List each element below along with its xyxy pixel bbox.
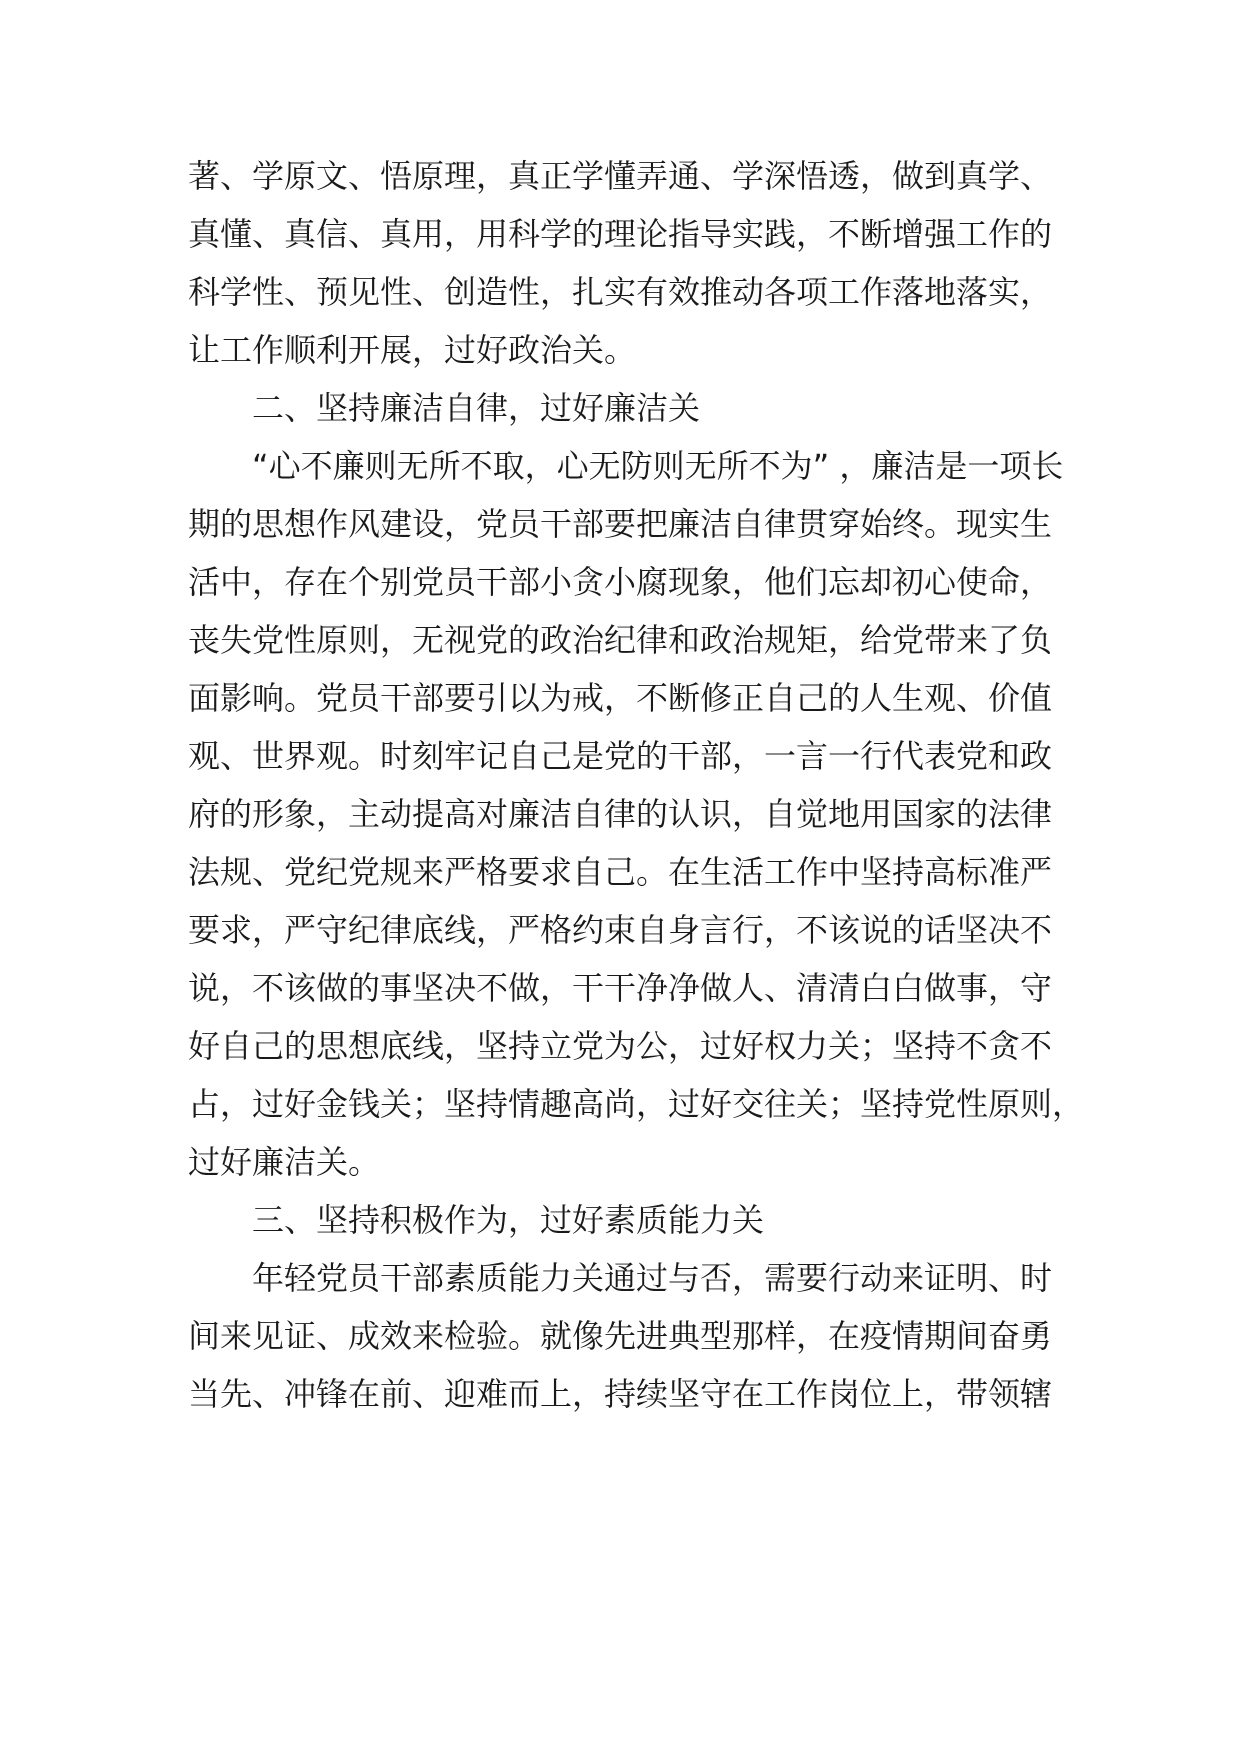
text-line: 府的形象，主动提高对廉洁自律的认识，自觉地用国家的法律 bbox=[188, 795, 1053, 833]
paragraph-first-line: “心不廉则无所不取，心无防则无所不为” ，廉洁是一项长 bbox=[252, 447, 1064, 485]
section-heading-3: 三、坚持积极作为，过好素质能力关 bbox=[252, 1201, 765, 1239]
section-heading-2: 二、坚持廉洁自律，过好廉洁关 bbox=[252, 389, 701, 427]
text-line: 过好廉洁关。 bbox=[188, 1143, 381, 1181]
text-line: 观、世界观。时刻牢记自己是党的干部，一言一行代表党和政 bbox=[188, 737, 1053, 775]
paragraph-first-line: 年轻党员干部素质能力关通过与否，需要行动来证明、时 bbox=[252, 1259, 1053, 1297]
text-line: 法规、党纪党规来严格要求自己。在生活工作中坚持高标准严 bbox=[188, 853, 1053, 891]
text-line: 要求，严守纪律底线，严格约束自身言行，不该说的话坚决不 bbox=[188, 911, 1053, 949]
text-line: 科学性、预见性、创造性，扎实有效推动各项工作落地落实， bbox=[188, 273, 1053, 311]
text-line: 丧失党性原则，无视党的政治纪律和政治规矩，给党带来了负 bbox=[188, 621, 1053, 659]
text-line: 间来见证、成效来检验。就像先进典型那样，在疫情期间奋勇 bbox=[188, 1317, 1053, 1355]
text-line: 面影响。党员干部要引以为戒，不断修正自己的人生观、价值 bbox=[188, 679, 1053, 717]
text-line: 期的思想作风建设，党员干部要把廉洁自律贯穿始终。现实生 bbox=[188, 505, 1053, 543]
text-line: 活中，存在个别党员干部小贪小腐现象，他们忘却初心使命， bbox=[188, 563, 1053, 601]
text-line: 真懂、真信、真用，用科学的理论指导实践，不断增强工作的 bbox=[188, 215, 1053, 253]
text-line: 当先、冲锋在前、迎难而上，持续坚守在工作岗位上，带领辖 bbox=[188, 1375, 1053, 1413]
text-line: 说，不该做的事坚决不做，干干净净做人、清清白白做事，守 bbox=[188, 969, 1053, 1007]
text-line: 著、学原文、悟原理，真正学懂弄通、学深悟透，做到真学、 bbox=[188, 157, 1053, 195]
text-line: 占，过好金钱关；坚持情趣高尚，过好交往关；坚持党性原则， bbox=[188, 1085, 1085, 1123]
text-line: 让工作顺利开展，过好政治关。 bbox=[188, 331, 637, 369]
text-line: 好自己的思想底线，坚持立党为公，过好权力关；坚持不贪不 bbox=[188, 1027, 1053, 1065]
